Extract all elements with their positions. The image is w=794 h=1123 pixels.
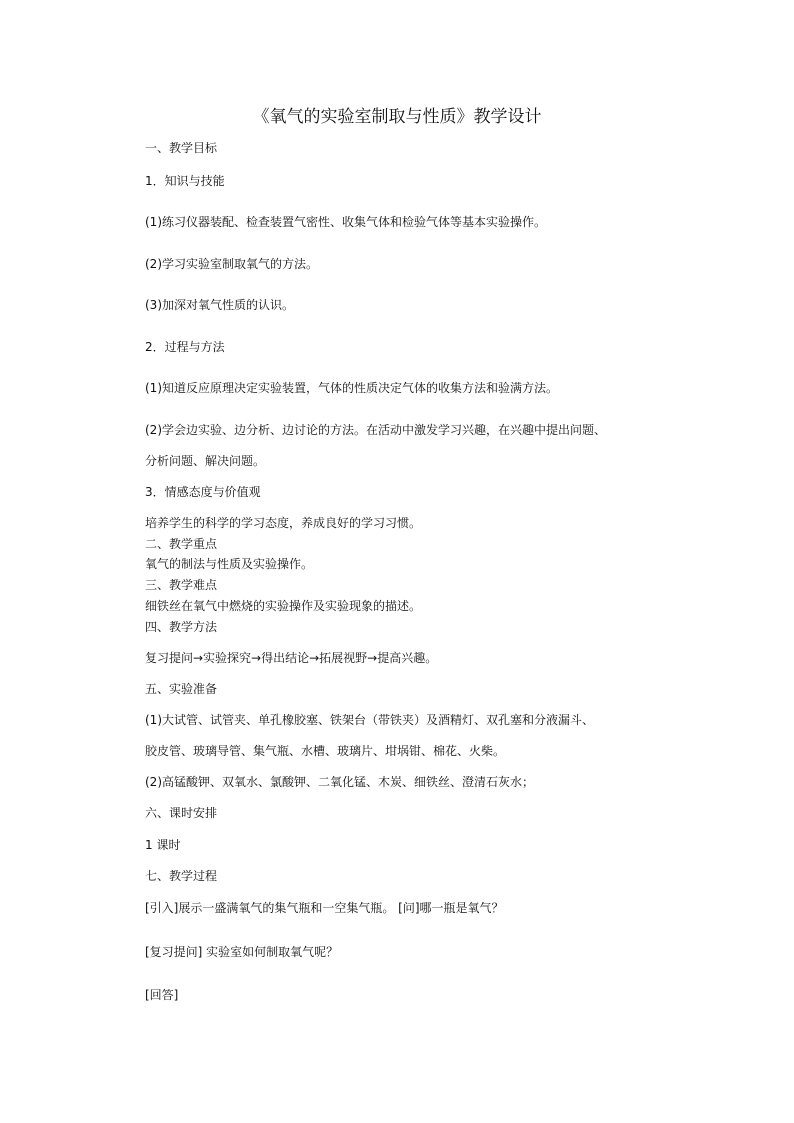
paragraph-line: (2)高锰酸钾、双氧水、氯酸钾、二氧化锰、木炭、细铁丝、澄清石灰水； — [145, 775, 535, 789]
heading-experiment-prep: 五、实验准备 — [145, 682, 218, 696]
paragraph-line: 分析问题、解决问题。 — [145, 454, 266, 468]
heading-key-points: 二、教学重点 — [145, 537, 218, 551]
heading-teaching-process: 七、教学过程 — [145, 869, 218, 883]
heading-difficult-points: 三、教学难点 — [145, 578, 218, 592]
paragraph-line: (3)加深对氧气性质的认识。 — [145, 298, 294, 312]
paragraph-line: (1)大试管、试管夹、单孔橡胶塞、铁架台（带铁夹）及酒精灯、双孔塞和分液漏斗、 — [145, 713, 595, 727]
heading-teaching-goals: 一、教学目标 — [145, 141, 218, 155]
paragraph-line: (1)知道反应原理决定实验装置，气体的性质决定气体的收集方法和验满方法。 — [145, 381, 559, 395]
paragraph-line: 培养学生的科学的学习态度，养成良好的学习习惯。 — [145, 516, 422, 530]
paragraph-line: (2)学习实验室制取氧气的方法。 — [145, 257, 318, 271]
paragraph-line: [回答] — [145, 988, 179, 1002]
paragraph-line: (1)练习仪器装配、检查装置气密性、收集气体和检验气体等基本实验操作。 — [145, 215, 547, 229]
paragraph-line: 胶皮管、玻璃导管、集气瓶、水槽、玻璃片、坩埚钳、棉花、火柴。 — [145, 744, 506, 758]
document-title: 《氧气的实验室制取与性质》教学设计 — [252, 107, 542, 127]
heading-class-schedule: 六、课时安排 — [145, 806, 218, 820]
paragraph-line: 1 课时 — [145, 838, 181, 852]
paragraph-line: [引入]展示一盛满氧气的集气瓶和一空集气瓶。 [问]哪一瓶是氧气？ — [145, 901, 504, 915]
paragraph-line: [复习提问] 实验室如何制取氧气呢？ — [145, 945, 339, 959]
subheading-knowledge-skills: 1．知识与技能 — [145, 174, 225, 188]
subheading-attitudes-values: 3．情感态度与价值观 — [145, 485, 261, 499]
paragraph-line: 氧气的制法与性质及实验操作。 — [145, 557, 314, 571]
heading-teaching-methods: 四、教学方法 — [145, 620, 218, 634]
paragraph-line: 细铁丝在氧气中燃烧的实验操作及实验现象的描述。 — [145, 599, 422, 613]
subheading-process-methods: 2．过程与方法 — [145, 340, 225, 354]
paragraph-line: (2)学会边实验、边分析、边讨论的方法。在活动中激发学习兴趣，在兴趣中提出问题、 — [145, 423, 607, 437]
paragraph-line: 复习提问→实验探究→得出结论→拓展视野→提高兴趣。 — [145, 651, 438, 665]
